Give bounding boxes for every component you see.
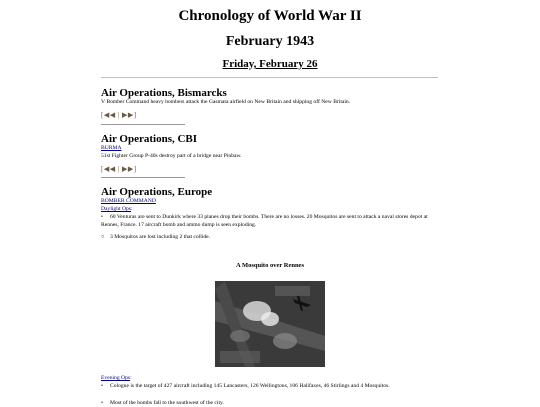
list-item <box>101 233 441 241</box>
bullet-circle-icon: ○ <box>101 234 105 240</box>
next-link[interactable]: ▶▶] <box>122 111 137 119</box>
bullet-dot-icon: • <box>101 214 103 220</box>
section-heading-bismarcks: Air Operations, Bismarcks <box>101 87 227 99</box>
bullet-text: 3 Mosquitos are lost including 2 that collide. <box>110 234 211 240</box>
burma-link[interactable]: BURMA <box>101 145 122 151</box>
evening-ops-colon: : <box>130 375 132 381</box>
prev-link[interactable]: [◀◀ <box>101 165 116 173</box>
list-item <box>101 213 441 229</box>
photo-caption: A Mosquito over Rennes <box>236 262 304 269</box>
page-title: Chronology of World War II <box>178 8 362 24</box>
nav-arrows <box>101 111 137 119</box>
bullet-text: 60 Venturas are sent to Dunkirk where 33 planes drop their bombs. There are no losses. 20 Mosquitos are sent to attack a naval stores depot at Rennes, France. 17 aircraft bomb and ammo dump is seen exploding. <box>101 214 428 228</box>
evening-ops-label <box>101 374 441 382</box>
day-link[interactable]: Friday, February 26 <box>222 58 318 70</box>
mosquito-photo <box>215 281 325 367</box>
nav-divider: | <box>117 165 120 173</box>
divider-rule <box>101 77 438 78</box>
nav-arrows <box>101 165 137 173</box>
photo-image <box>215 281 325 367</box>
separator <box>101 124 185 125</box>
bullet-text: Cologne is the target of 427 aircraft including 145 Lancasters, 126 Wellingtons, 106 Halifaxes, 46 Stirlings and 4 Mosquitos. <box>110 383 390 389</box>
daylight-ops-colon: : <box>131 206 133 212</box>
daylight-ops-label <box>101 205 441 213</box>
next-link[interactable]: ▶▶] <box>122 165 137 173</box>
daylight-ops-link[interactable]: Daylight Ops <box>101 206 131 212</box>
section-heading-cbi: Air Operations, CBI <box>101 133 198 145</box>
bullet-dot-icon: • <box>101 383 103 389</box>
separator <box>101 177 185 178</box>
evening-ops-link[interactable]: Evening Ops <box>101 375 131 381</box>
bullet-dot-icon: • <box>101 400 103 406</box>
bullet-text: Most of the bombs fall to the southwest of the city. <box>110 400 224 406</box>
nav-divider: | <box>117 111 120 119</box>
prev-link[interactable]: [◀◀ <box>101 111 116 119</box>
list-item <box>101 382 441 390</box>
month-heading: February 1943 <box>225 34 315 49</box>
bomber-command-link[interactable]: BOMBER COMMAND <box>101 198 156 204</box>
section-text-cbi: 51st Fighter Group P-40s destroy part of a bridge near Pinbaw. <box>101 153 242 159</box>
list-item <box>101 399 441 407</box>
section-text-bismarcks: V Bomber Command heavy bombers attack the Gasmata airfield on New Britain and shipping off New Britain. <box>101 99 351 105</box>
section-heading-europe: Air Operations, Europe <box>101 186 213 198</box>
